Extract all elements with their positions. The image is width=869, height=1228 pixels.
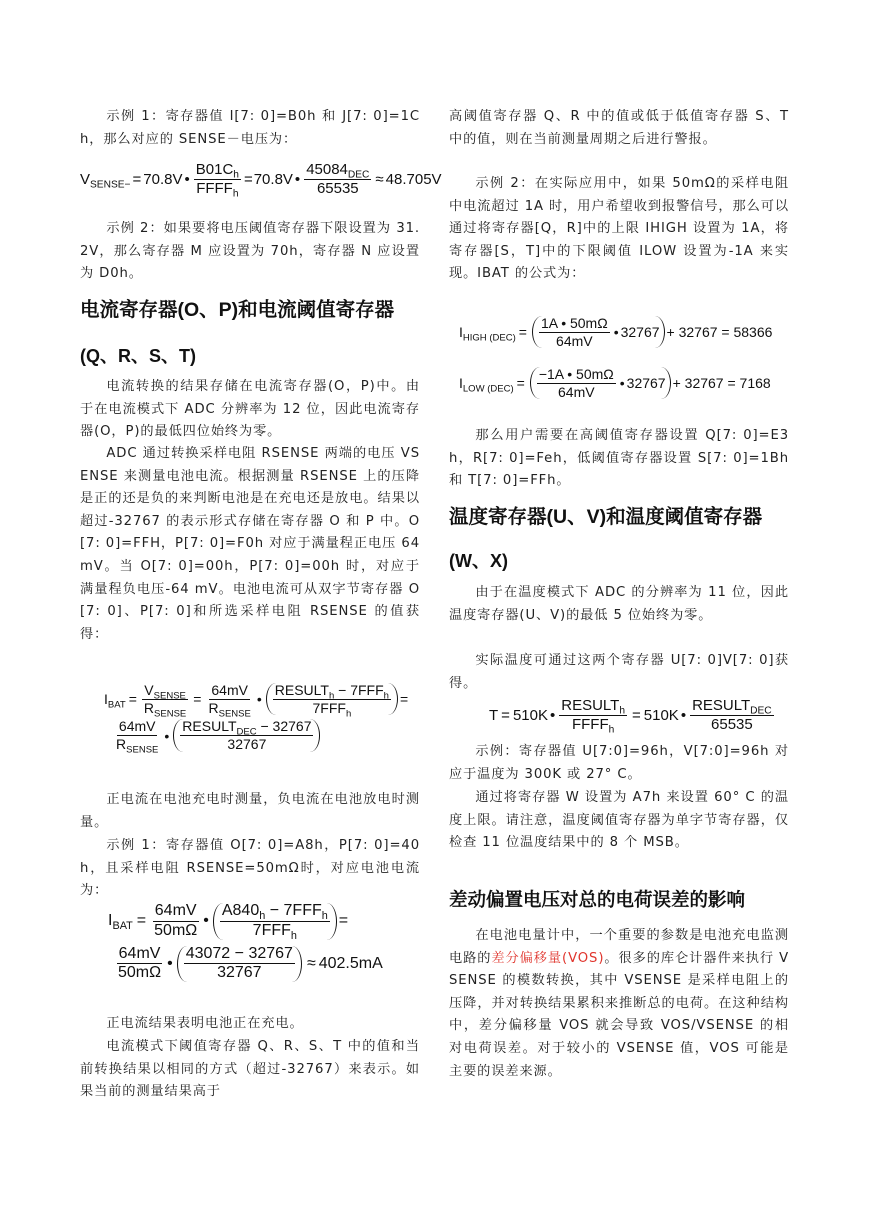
paragraph: 那么用户需要在高阈值寄存器设置 Q[7: 0]=E3h，R[7: 0]=Feh，低阈值寄存器设置 S[7: 0]=1Bh 和 T[7: 0]=FFh。: [449, 428, 789, 489]
section-heading-continued: (W、X): [449, 551, 508, 571]
section-heading: 温度寄存器(U、V)和温度阈值寄存器: [449, 506, 763, 528]
equation-vsense: $V_{SENSE-}$ = 70.8V • $\frac{B01C_h}{FFFF_h}$ = 70.8V • $\frac{45084_{DEC}}{65535}$ ≈ 48.705V: [80, 161, 442, 200]
paragraph: 示例：寄存器值 U[7:0]=96h，V[7:0]=96h 对应于温度为 300K 或 27° C。: [449, 744, 789, 782]
paragraph: 高阈值寄存器 Q、R 中的值或低于低值寄存器 S、T 中的值，则在当前测量周期之后进行警报。: [449, 109, 789, 147]
equation-ibat-example: $I_{BAT}$ = $\frac{64mV}{50m\Omega}$ • $\frac{A840_h - 7FFF_h}{7FFF_h}$ = $\frac{64mV}{50m\Omega}$ • $\frac{43072 - 32767}{32767}$ ≈ 402.5mA: [108, 902, 383, 982]
paragraph: 由于在温度模式下 ADC 的分辨率为 11 位，因此温度寄存器(U、V)的最低 5 位始终为零。: [449, 585, 789, 623]
paragraph: 电流转换的结果存储在电流寄存器(O，P)中。由于在电流模式下 ADC 分辨率为 12 位，因此电流寄存器(O，P)的最低四位始终为零。: [80, 379, 420, 440]
equation-ibat: $I_{BAT}$ = $\frac{V_{SENSE}}{R_{SENSE}}$ = $\frac{64mV}{R_{SENSE}}$ • $\frac{RESULT_h - 7FFF_h}{7FFF_h}$ = $\frac{64mV}{R_{SENSE}}$ • $\frac{RESULT_{DEC} - 32767}{32767}$: [104, 682, 409, 756]
equation-ilow: $I_{LOW (DEC)}$ = $\frac{-1A • 50m\Omega}{64mV}$ • 32767 + 32767 = 7168: [459, 366, 771, 400]
section-heading: 电流寄存器(O、P)和电流阈值寄存器: [80, 299, 395, 321]
paragraph: 电流模式下阈值寄存器 Q、R、S、T 中的值和当前转换结果以相同的方式（超过-32767）来表示。如果当前的测量结果高于: [80, 1039, 420, 1100]
paragraph: 正电流在电池充电时测量，负电流在电池放电时测量。: [80, 792, 420, 830]
paragraph: 通过将寄存器 W 设置为 A7h 来设置 60° C 的温度上限。请注意，温度阈值寄存器为单字节寄存器，仅检查 11 位温度结果中的 8 个 MSB。: [449, 790, 789, 851]
paragraph: 示例 1：寄存器值 O[7: 0]=A8h，P[7: 0]=40h，且采样电阻 RSENSE=50mΩ时，对应电池电流为：: [80, 838, 420, 899]
paragraph: 在电池电量计中，一个重要的参数是电池充电监测电路的差分偏移量(VOS)。很多的库仑计器件来执行 VSENSE 的模数转换，其中 VSENSE 是采样电阻上的压降，并对转换结果累积来推断总的电荷。在这种结构中，差分偏移量 VOS 就会导致 VOS/VSENSE 的相对电荷误差。对于较小的 VSENSE 值，VOS 可能是主要的误差来源。: [449, 928, 790, 1079]
paragraph: 正电流结果表明电池正在充电。: [106, 1016, 304, 1031]
equation-ihigh: $I_{HIGH (DEC)}$ = $\frac{1A • 50m\Omega}{64mV}$ • 32767 + 32767 = 58366: [459, 315, 773, 349]
paragraph: 示例 2：如果要将电压阈值寄存器下限设置为 31.2V，那么寄存器 M 应设置为 70h，寄存器 N 应设置为 D0h。: [80, 221, 420, 282]
paragraph: ADC 通过转换采样电阻 RSENSE 两端的电压 VSENSE 来测量电池电流。根据测量 RSENSE 上的压降是正的还是负的来判断电池是在充电还是放电。结果以超过-32767 的表示形式存储在寄存器 O 和 P 中。O[7: 0]=FFH，P[7: 0]=F0h 对应于满量程正电压 64 mV。当 O[7: 0]=00h，P[7: 0]=00h 时，对应于满量程负电压-64 mV。电池电流可从双字节寄存器 O[7: 0]、P[7: 0]和所选采样电阻 RSENSE 的值获得：: [80, 446, 420, 642]
highlighted-term: 差分偏移量(VOS): [491, 950, 605, 966]
equation-temperature: T = 510K • $\frac{RESULT_h}{FFFF_h}$ = 510K • $\frac{RESULT_{DEC}}{65535}$: [489, 697, 772, 736]
section-heading: 差动偏置电压对总的电荷误差的影响: [449, 889, 746, 910]
section-heading-continued: (Q、R、S、T): [80, 346, 196, 366]
paragraph: 示例 2：在实际应用中，如果 50mΩ的采样电阻中电流超过 1A 时，用户希望收到报警信号，那么可以通过将寄存器[Q，R]中的上限 IHIGH 设置为 1A，将寄存器[S，T]中的下限阈值 ILOW 设置为-1A 来实现。IBAT 的公式为：: [449, 176, 789, 282]
paragraph: 实际温度可通过这两个寄存器 U[7: 0]V[7: 0]获得。: [449, 653, 789, 691]
paragraph: 示例 1：寄存器值 I[7: 0]=B0h 和 J[7: 0]=1Ch，那么对应的 SENSE－电压为：: [80, 109, 420, 147]
